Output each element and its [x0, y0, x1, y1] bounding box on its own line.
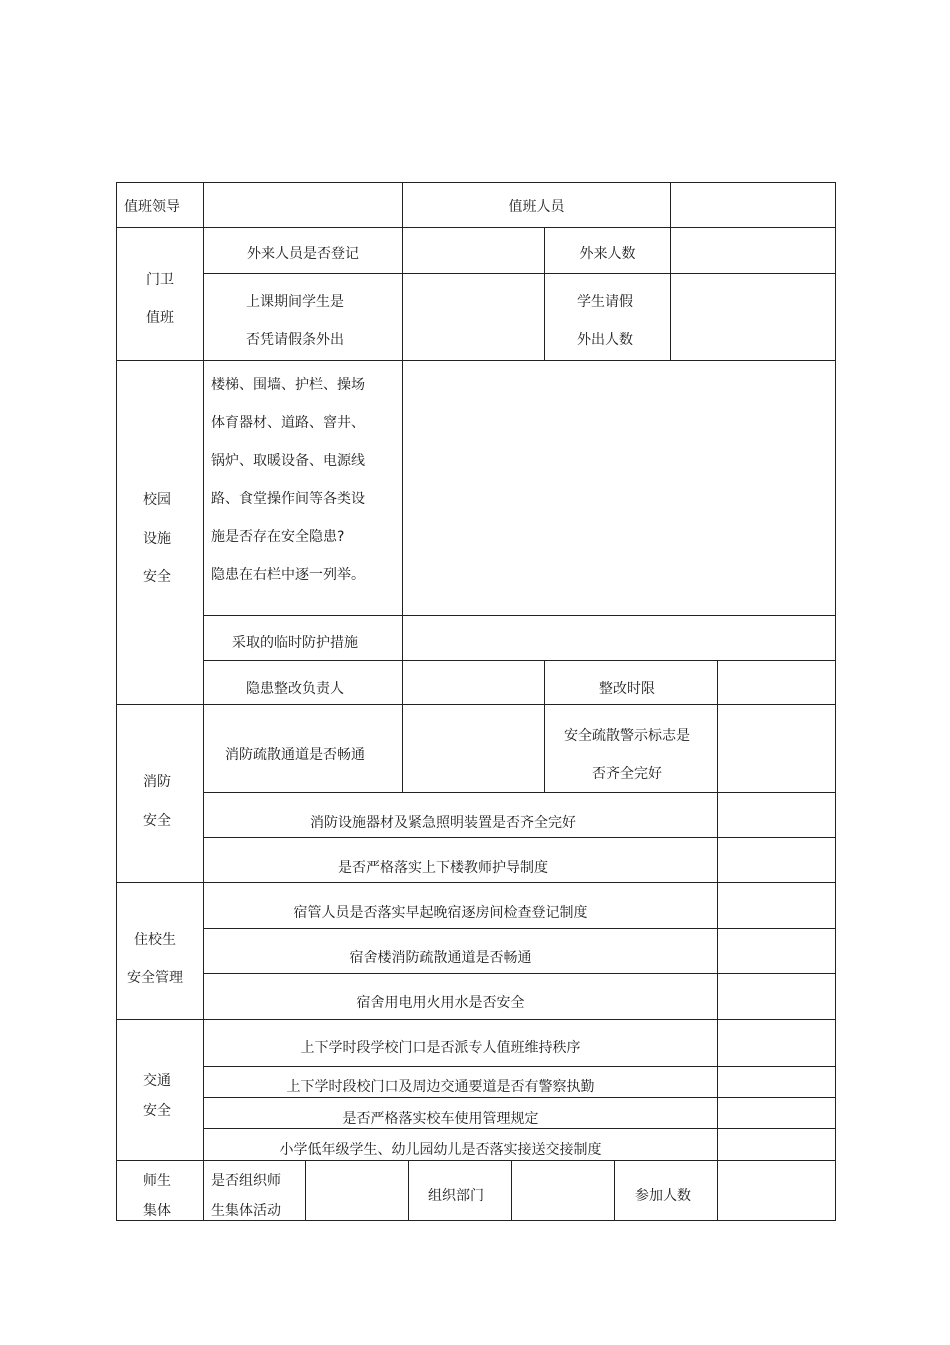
row-divider — [203, 1097, 836, 1098]
campus-hazard-question: 楼梯、围墙、护栏、操场 体育器材、道路、窨井、 锅炉、取暖设备、电源线 路、食堂操作间等各类设 施是否存在安全隐患? 隐患在右栏中逐一列举。 — [211, 377, 365, 583]
group-activity-question: 是否组织师 生集体活动 — [211, 1173, 281, 1219]
column-divider — [670, 182, 671, 360]
boarding-check-item: 宿舍楼消防疏散通道是否畅通 — [349, 950, 532, 966]
rectify-person-label: 隐患整改负责人 — [246, 681, 344, 697]
traffic-check-item: 上下学时段校门口及周边交通要道是否有警察执勤 — [286, 1079, 595, 1095]
row-divider — [203, 615, 836, 616]
column-divider — [305, 1160, 306, 1221]
campus-section-label: 校园 设施 安全 — [143, 492, 171, 585]
row-divider — [203, 273, 836, 274]
traffic-check-item: 上下学时段学校门口是否派专人值班维持秩序 — [300, 1040, 581, 1056]
visitor-register-question: 外来人员是否登记 — [247, 246, 359, 262]
boarding-section-label: 住校生 安全管理 — [127, 932, 183, 986]
column-divider — [511, 1160, 512, 1221]
boarding-check-item: 宿舍用电用火用水是否安全 — [356, 995, 525, 1011]
traffic-section-label: 交通 安全 — [143, 1073, 171, 1119]
traffic-check-item: 小学低年级学生、幼儿园幼儿是否落实接送交接制度 — [279, 1142, 602, 1158]
student-leave-question: 上课期间学生是 否凭请假条外出 — [246, 294, 344, 348]
row-divider — [116, 360, 836, 361]
column-divider — [717, 1019, 718, 1221]
visitor-count-label: 外来人数 — [579, 246, 636, 262]
boarding-check-item: 宿管人员是否落实早起晚宿逐房间检查登记制度 — [293, 905, 588, 921]
duty-staff-label: 值班人员 — [508, 199, 565, 215]
row-divider — [116, 1160, 836, 1161]
rectify-deadline-label: 整改时限 — [599, 681, 655, 697]
participants-label: 参加人数 — [635, 1188, 691, 1204]
duty-leader-label: 值班领导 — [124, 199, 180, 215]
fire-equipment-question: 消防设施器材及紧急照明装置是否齐全完好 — [310, 815, 576, 831]
group-section-label: 师生 集体 — [143, 1173, 171, 1219]
row-divider — [116, 227, 836, 228]
stair-guard-question: 是否严格落实上下楼教师护导制度 — [338, 860, 548, 876]
column-divider — [717, 660, 718, 1019]
student-leave-count-label: 学生请假 外出人数 — [577, 294, 633, 348]
row-divider — [203, 792, 836, 793]
org-dept-label: 组织部门 — [428, 1188, 484, 1204]
row-divider — [203, 928, 836, 929]
row-divider — [116, 704, 836, 705]
row-divider — [203, 1066, 836, 1067]
column-divider — [203, 1160, 204, 1221]
traffic-check-item: 是否严格落实校车使用管理规定 — [342, 1111, 539, 1127]
row-divider — [116, 1019, 836, 1020]
evac-channel-question: 消防疏散通道是否畅通 — [225, 747, 365, 763]
gate-section-label: 门卫 值班 — [146, 272, 174, 326]
row-divider — [203, 973, 836, 974]
row-divider — [203, 660, 836, 661]
evac-signs-question: 安全疏散警示标志是 否齐全完好 — [564, 728, 690, 782]
temp-measures-label: 采取的临时防护措施 — [232, 635, 358, 651]
fire-section-label: 消防 安全 — [143, 774, 171, 829]
row-divider — [116, 882, 836, 883]
column-divider — [402, 227, 403, 704]
row-divider — [203, 837, 836, 838]
column-divider — [402, 704, 403, 792]
